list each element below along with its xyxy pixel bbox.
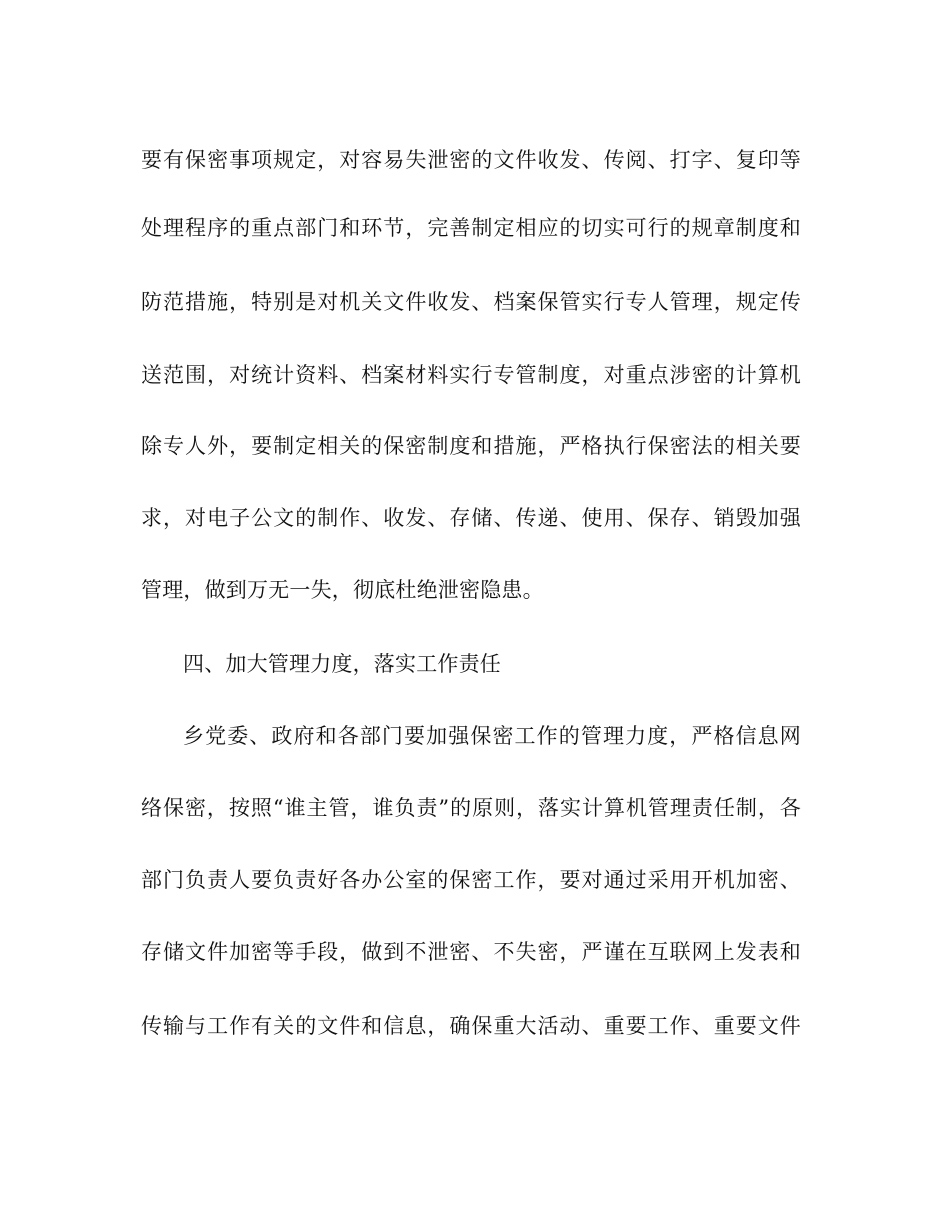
section-heading: 四、加大管理力度，落实工作责任 [183,652,501,676]
paragraph-line: 部门负责人要负责好各办公室的保密工作，要对通过采用开机加密、 [141,868,801,892]
paragraph-line: 乡党委、政府和各部门要加强保密工作的管理力度，严格信息网 [183,724,801,748]
paragraph-line: 除专人外，要制定相关的保密制度和措施，严格执行保密法的相关要 [141,434,801,458]
paragraph-line: 求，对电子公文的制作、收发、存储、传递、使用、保存、销毁加强 [141,506,801,530]
paragraph-line: 要有保密事项规定，对容易失泄密的文件收发、传阅、打字、复印等 [141,148,801,172]
paragraph-line: 处理程序的重点部门和环节，完善制定相应的切实可行的规章制度和 [141,216,801,240]
paragraph-line: 防范措施，特别是对机关文件收发、档案保管实行专人管理，规定传 [141,290,801,314]
paragraph-line: 络保密，按照“谁主管，谁负责”的原则，落实计算机管理责任制，各 [141,796,801,820]
paragraph-line: 传输与工作有关的文件和信息，确保重大活动、重要工作、重要文件 [141,1014,801,1038]
paragraph-line: 管理，做到万无一失，彻底杜绝泄密隐患。 [141,578,544,602]
paragraph-line: 送范围，对统计资料、档案材料实行专管制度，对重点涉密的计算机 [141,363,801,387]
paragraph-line: 存储文件加密等手段，做到不泄密、不失密，严谨在互联网上发表和 [141,940,801,964]
